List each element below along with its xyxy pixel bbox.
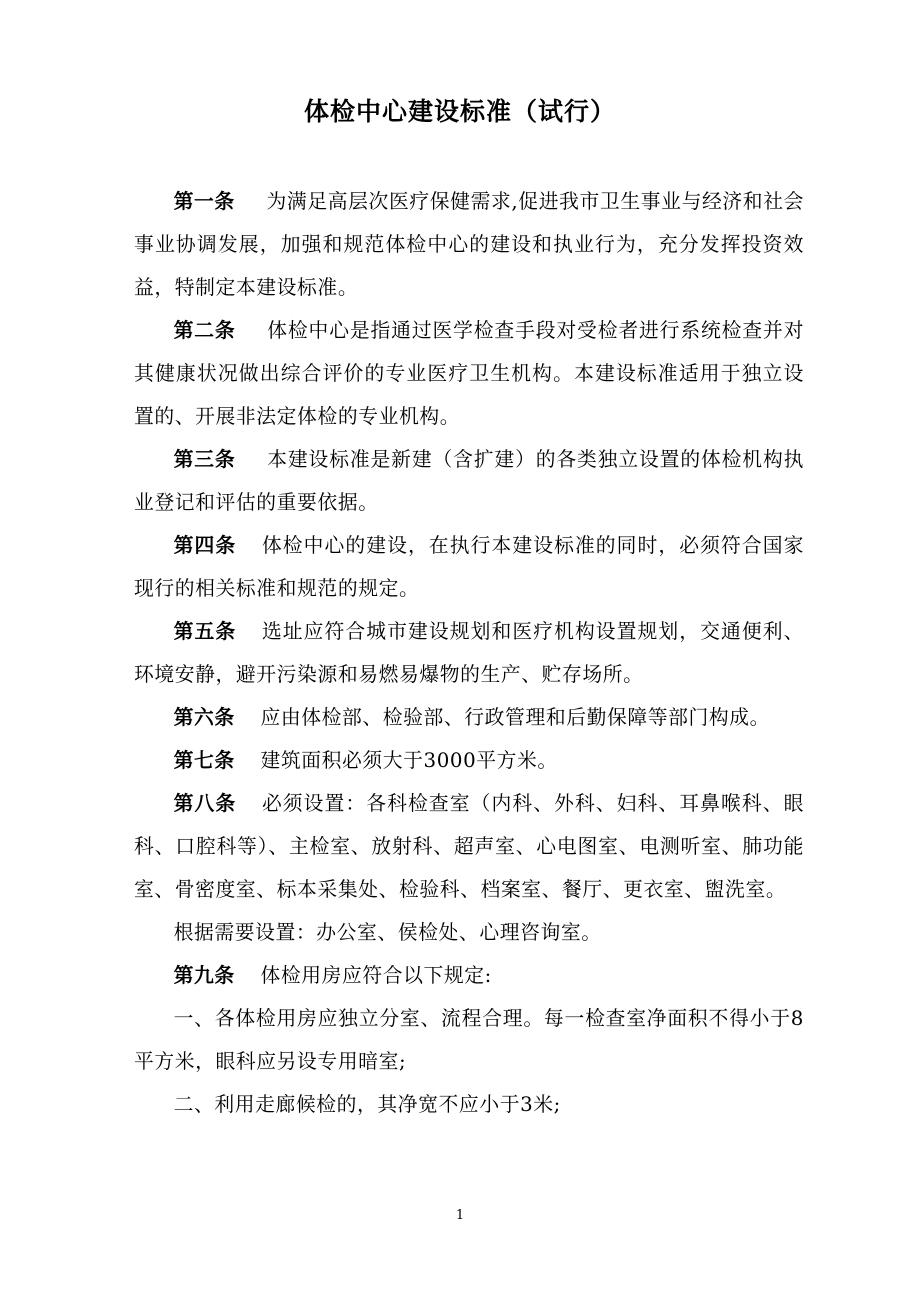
article-label: 第二条 [173,319,236,342]
article-8-optional [134,911,804,954]
article-label: 第三条 [173,448,236,471]
article-label: 第九条 [173,964,235,987]
article-label: 第七条 [173,749,235,772]
article-label: 第八条 [173,792,237,815]
article-6 [134,696,804,739]
article-9-item-1 [134,997,804,1083]
document-title: 体检中心建设标准（试行） [303,97,616,126]
paragraph-text: 一、各体检用房应独立分室、流程合理。每一检查室净面积不得小于8平方米，眼科应另设专用暗室; [134,1007,804,1073]
article-9 [134,954,804,997]
article-7 [134,739,804,782]
article-text: 本建设标准是新建（含扩建）的各类独立设置的体检机构执业登记和评估的重要依据。 [134,448,804,514]
article-2 [134,309,804,438]
article-text: 应由体检部、检验部、行政管理和后勤保障等部门构成。 [260,706,771,729]
article-label: 第四条 [173,534,237,557]
document-body [134,180,804,1126]
article-5 [134,610,804,696]
article-3 [134,438,804,524]
article-text: 体检用房应符合以下规定: [260,964,492,987]
article-text: 建筑面积必须大于3000平方米。 [260,749,558,772]
article-text: 为满足高层次医疗保健需求,促进我市卫生事业与经济和社会事业协调发展，加强和规范体检中心的建设和执业行为，充分发挥投资效益，特制定本建设标准。 [134,190,804,299]
article-8 [134,782,804,911]
article-4 [134,524,804,610]
article-label: 第一条 [173,190,235,213]
article-text: 选址应符合城市建设规划和医疗机构设置规划，交通便利、环境安静，避开污染源和易燃易爆物的生产、贮存场所。 [134,620,804,686]
article-label: 第五条 [173,620,237,643]
article-text: 必须设置：各科检查室（内科、外科、妇科、耳鼻喉科、眼科、口腔科等）、主检室、放射科、超声室、心电图室、电测听室、肺功能室、骨密度室、标本采集处、检验科、档案室、餐厅、更衣室、盥洗室。 [134,792,804,901]
paragraph-text: 二、利用走廊候检的，其净宽不应小于3米; [173,1093,561,1116]
article-text: 体检中心的建设，在执行本建设标准的同时，必须符合国家现行的相关标准和规范的规定。 [134,534,804,600]
article-text: 体检中心是指通过医学检查手段对受检者进行系统检查并对其健康状况做出综合评价的专业医疗卫生机构。本建设标准适用于独立设置的、开展非法定体检的专业机构。 [134,319,804,428]
article-label: 第六条 [173,706,235,729]
paragraph-text: 根据需要设置：办公室、侯检处、心理咨询室。 [173,921,602,944]
page-number: 1 [455,1208,465,1223]
article-9-item-2 [134,1083,804,1126]
article-1 [134,180,804,309]
